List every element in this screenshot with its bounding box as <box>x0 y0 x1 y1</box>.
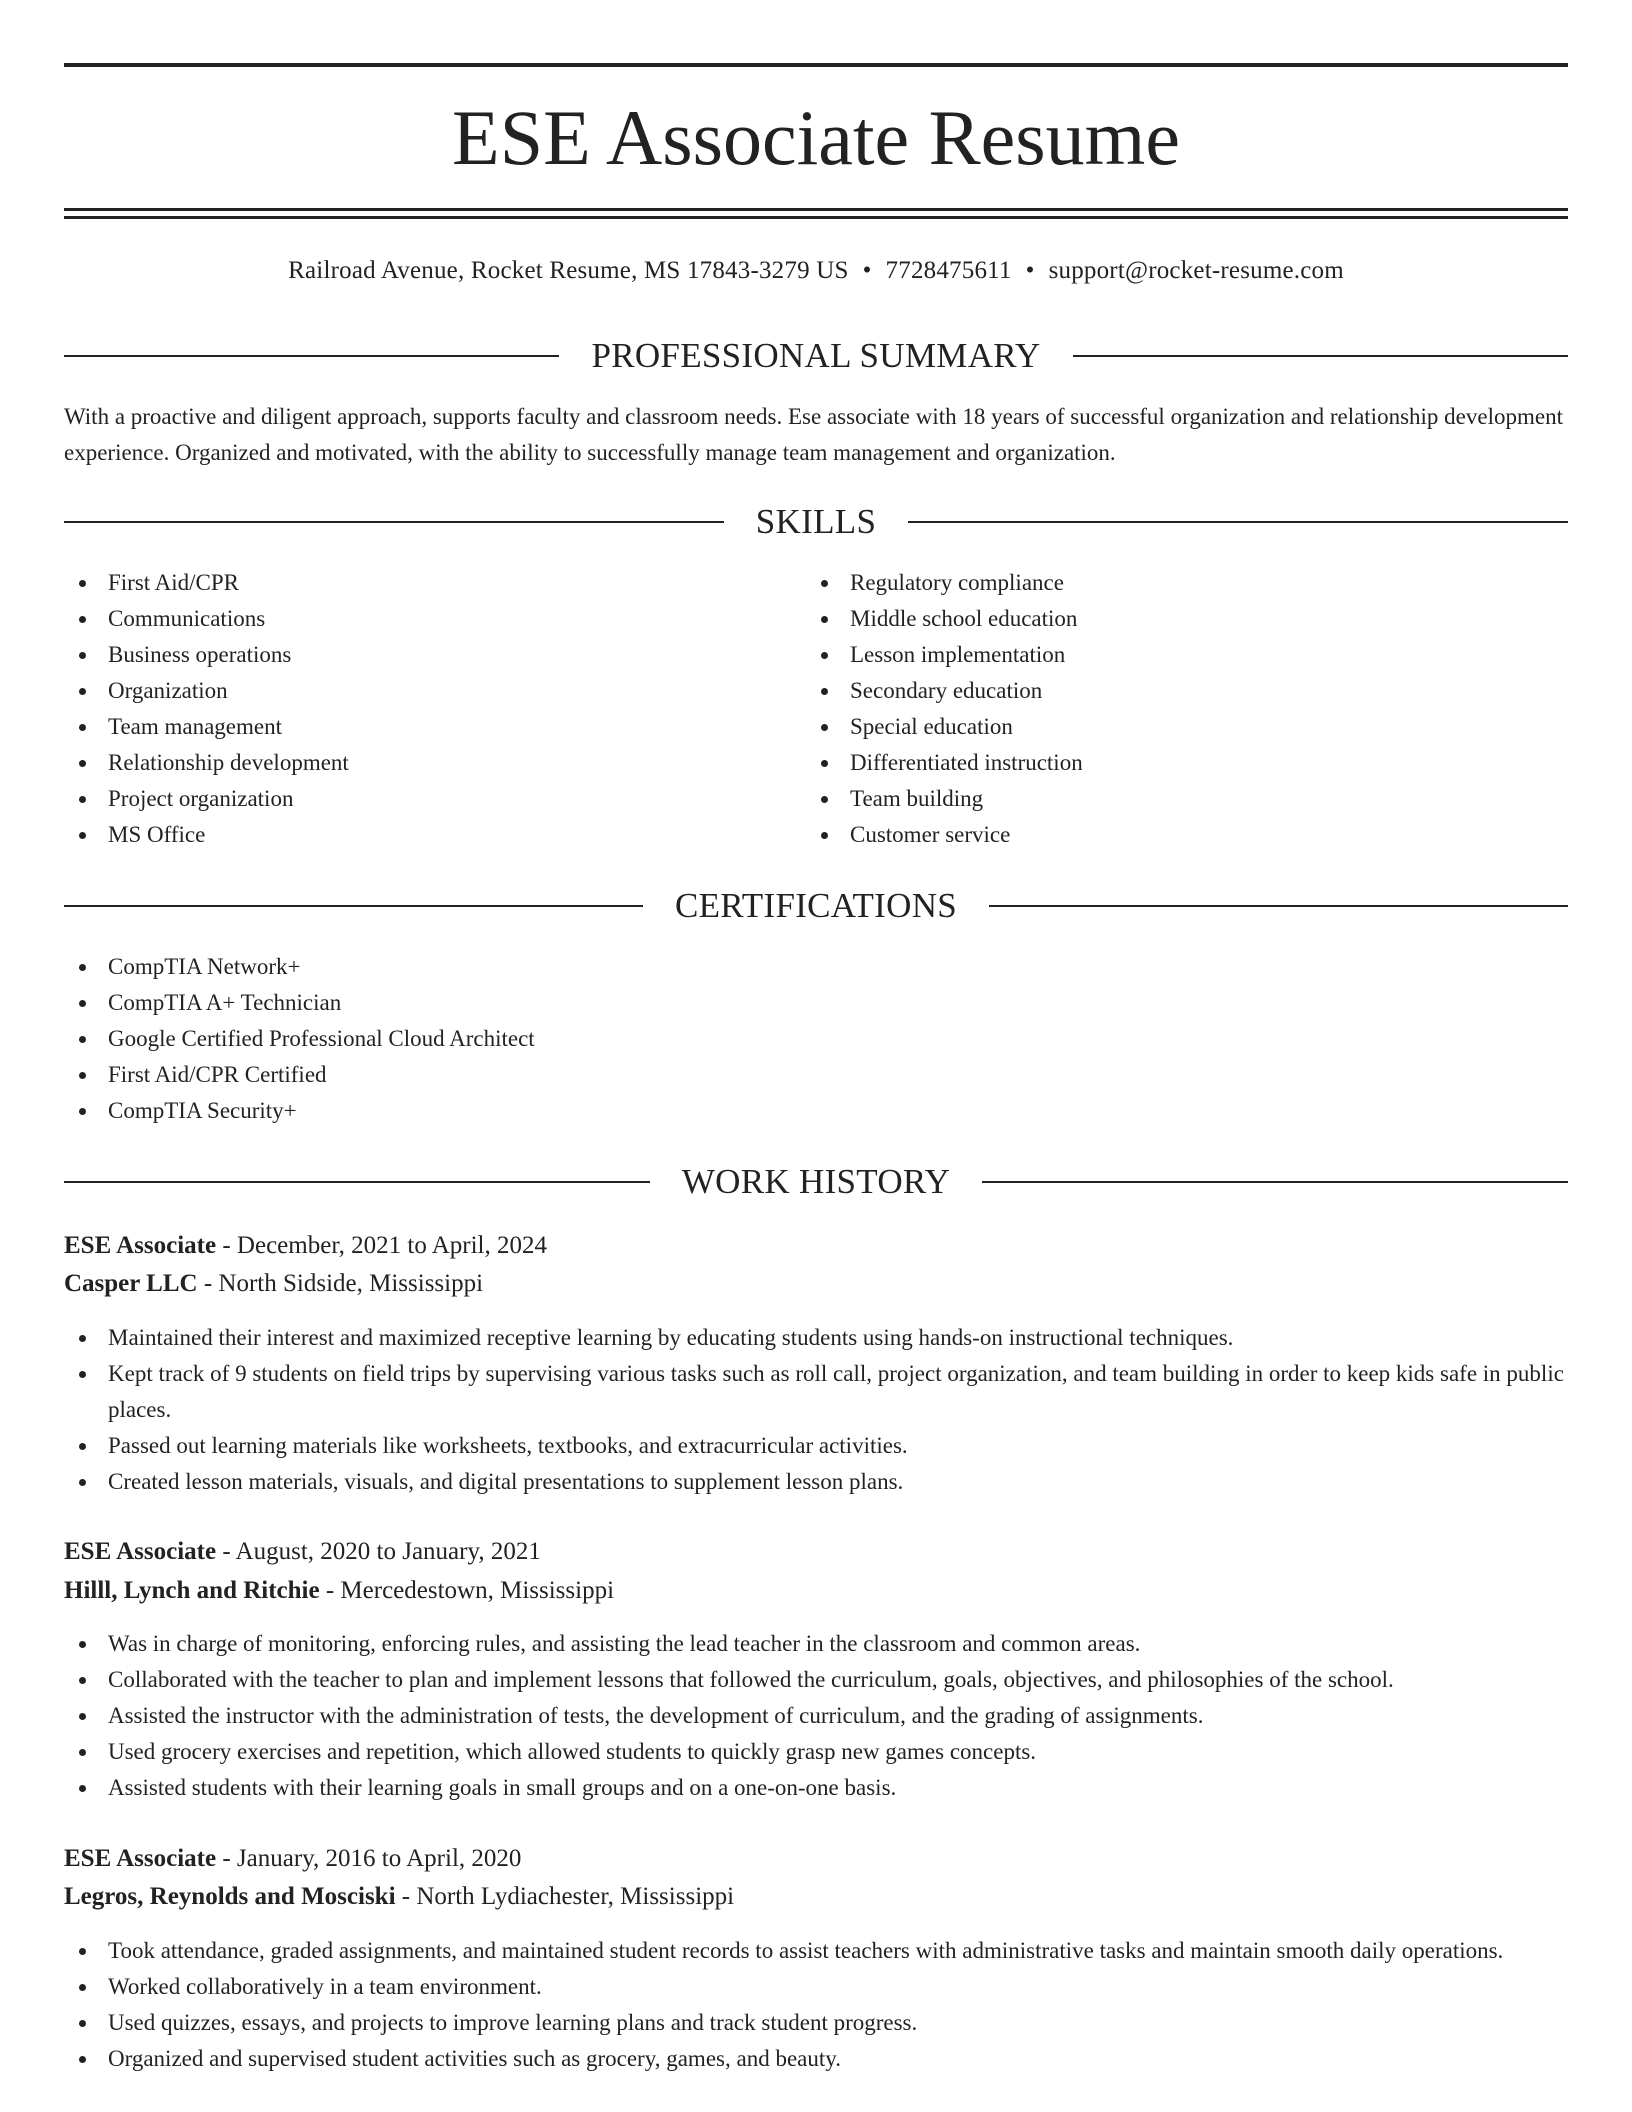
contact-address: Railroad Avenue, Rocket Resume, MS 17843-3279 US <box>288 257 849 284</box>
list-item: Created lesson materials, visuals, and digital presentations to supplement lesson plans. <box>64 1464 1568 1500</box>
list-item: Customer service <box>806 817 1506 853</box>
list-item: Team management <box>64 709 764 745</box>
list-item: Middle school education <box>806 601 1506 637</box>
title-rule-upper <box>64 208 1568 211</box>
list-item: Team building <box>806 781 1506 817</box>
list-item: MS Office <box>64 817 764 853</box>
section-heading-label: WORK HISTORY <box>681 1162 951 1201</box>
list-item: First Aid/CPR Certified <box>64 1057 1568 1093</box>
list-item: Assisted students with their learning goals in small groups and on a one-on-one basis. <box>64 1770 1568 1806</box>
list-item: Business operations <box>64 637 764 673</box>
list-item: Differentiated instruction <box>806 745 1506 781</box>
contact-separator: • <box>862 257 872 284</box>
job-location: - North Lydiachester, Mississippi <box>395 1883 735 1910</box>
list-item: Worked collaboratively in a team environment. <box>64 1969 1568 2005</box>
certifications-list <box>64 949 1568 1129</box>
heading-rule-left <box>64 905 643 907</box>
section-heading-label: PROFESSIONAL SUMMARY <box>591 336 1041 375</box>
summary-text: With a proactive and diligent approach, supports faculty and classroom needs. Ese associate with 18 years of successful organization and relationship development experience. Organized and motivated, with the ability to successfully manage team management and organization. <box>64 404 1563 465</box>
job-title-line <box>64 1534 1568 1570</box>
job-company-line <box>64 1573 1568 1609</box>
certifications-section-heading <box>64 884 1568 928</box>
job-company: Hilll, Lynch and Ritchie <box>64 1577 320 1604</box>
list-item: Maintained their interest and maximized receptive learning by educating students using hands-on instructional techniques. <box>64 1320 1568 1356</box>
list-item: Was in charge of monitoring, enforcing rules, and assisting the lead teacher in the classroom and common areas. <box>64 1626 1568 1662</box>
job-dates: - January, 2016 to April, 2020 <box>216 1845 522 1872</box>
list-item: Used grocery exercises and repetition, which allowed students to quickly grasp new games concepts. <box>64 1734 1568 1770</box>
job-title-line <box>64 1841 1568 1877</box>
contact-email: support@rocket-resume.com <box>1048 257 1344 284</box>
list-item: Organized and supervised student activities such as grocery, games, and beauty. <box>64 2041 1568 2077</box>
contact-separator: • <box>1025 257 1035 284</box>
job-duties-list <box>64 1933 1568 2077</box>
list-item: CompTIA A+ Technician <box>64 985 1568 1021</box>
list-item: Organization <box>64 673 764 709</box>
list-item: CompTIA Security+ <box>64 1093 1568 1129</box>
heading-rule-left <box>64 1181 650 1183</box>
page-title: ESE Associate Resume <box>452 94 1180 181</box>
list-item: Project organization <box>64 781 764 817</box>
heading-rule-right <box>982 1181 1568 1183</box>
section-heading-label: CERTIFICATIONS <box>674 886 958 925</box>
job-duties-list <box>64 1320 1568 1500</box>
list-item: Took attendance, graded assignments, and maintained student records to assist teachers with administrative tasks and maintain smooth daily operations. <box>64 1933 1568 1969</box>
list-item: Communications <box>64 601 764 637</box>
job-duties-list <box>64 1626 1568 1806</box>
list-item: Used quizzes, essays, and projects to improve learning plans and track student progress. <box>64 2005 1568 2041</box>
heading-rule-right <box>908 521 1568 523</box>
list-item: Collaborated with the teacher to plan and implement lessons that followed the curriculum, goals, objectives, and philosophies of the school. <box>64 1662 1568 1698</box>
skills-list-left <box>64 565 764 853</box>
skills-list-right <box>806 565 1506 853</box>
job-dates: - August, 2020 to January, 2021 <box>216 1538 541 1565</box>
list-item: Google Certified Professional Cloud Architect <box>64 1021 1568 1057</box>
section-heading-label: SKILLS <box>755 502 877 541</box>
list-item: Kept track of 9 students on field trips by supervising various tasks such as roll call, project organization, and team building in order to keep kids safe in public places. <box>64 1356 1568 1428</box>
list-item: Relationship development <box>64 745 764 781</box>
list-item: Lesson implementation <box>806 637 1506 673</box>
job-location: - North Sidside, Mississippi <box>197 1270 484 1297</box>
heading-rule-right <box>1073 355 1568 357</box>
job-dates: - December, 2021 to April, 2024 <box>216 1232 547 1259</box>
list-item: First Aid/CPR <box>64 565 764 601</box>
job-location: - Mercedestown, Mississippi <box>319 1577 615 1604</box>
top-rule <box>64 63 1568 67</box>
skills-section-heading <box>64 500 1568 544</box>
job-company: Legros, Reynolds and Mosciski <box>64 1883 396 1910</box>
heading-rule-right <box>989 905 1568 907</box>
job-company-line <box>64 1266 1568 1302</box>
job-title: ESE Associate <box>64 1845 217 1872</box>
summary-section-heading <box>64 334 1568 378</box>
job-title: ESE Associate <box>64 1538 217 1565</box>
job-title-line <box>64 1228 1568 1264</box>
list-item: Regulatory compliance <box>806 565 1506 601</box>
list-item: Passed out learning materials like worksheets, textbooks, and extracurricular activities. <box>64 1428 1568 1464</box>
job-title: ESE Associate <box>64 1232 217 1259</box>
contact-line <box>64 254 1568 288</box>
work-section-heading <box>64 1160 1568 1204</box>
list-item: Secondary education <box>806 673 1506 709</box>
heading-rule-left <box>64 355 559 357</box>
title-rule-lower <box>64 216 1568 219</box>
list-item: Assisted the instructor with the administration of tests, the development of curriculum, and the grading of assignments. <box>64 1698 1568 1734</box>
heading-rule-left <box>64 521 724 523</box>
job-company-line <box>64 1879 1568 1915</box>
job-company: Casper LLC <box>64 1270 198 1297</box>
contact-phone: 7728475611 <box>885 257 1012 284</box>
list-item: CompTIA Network+ <box>64 949 1568 985</box>
list-item: Special education <box>806 709 1506 745</box>
